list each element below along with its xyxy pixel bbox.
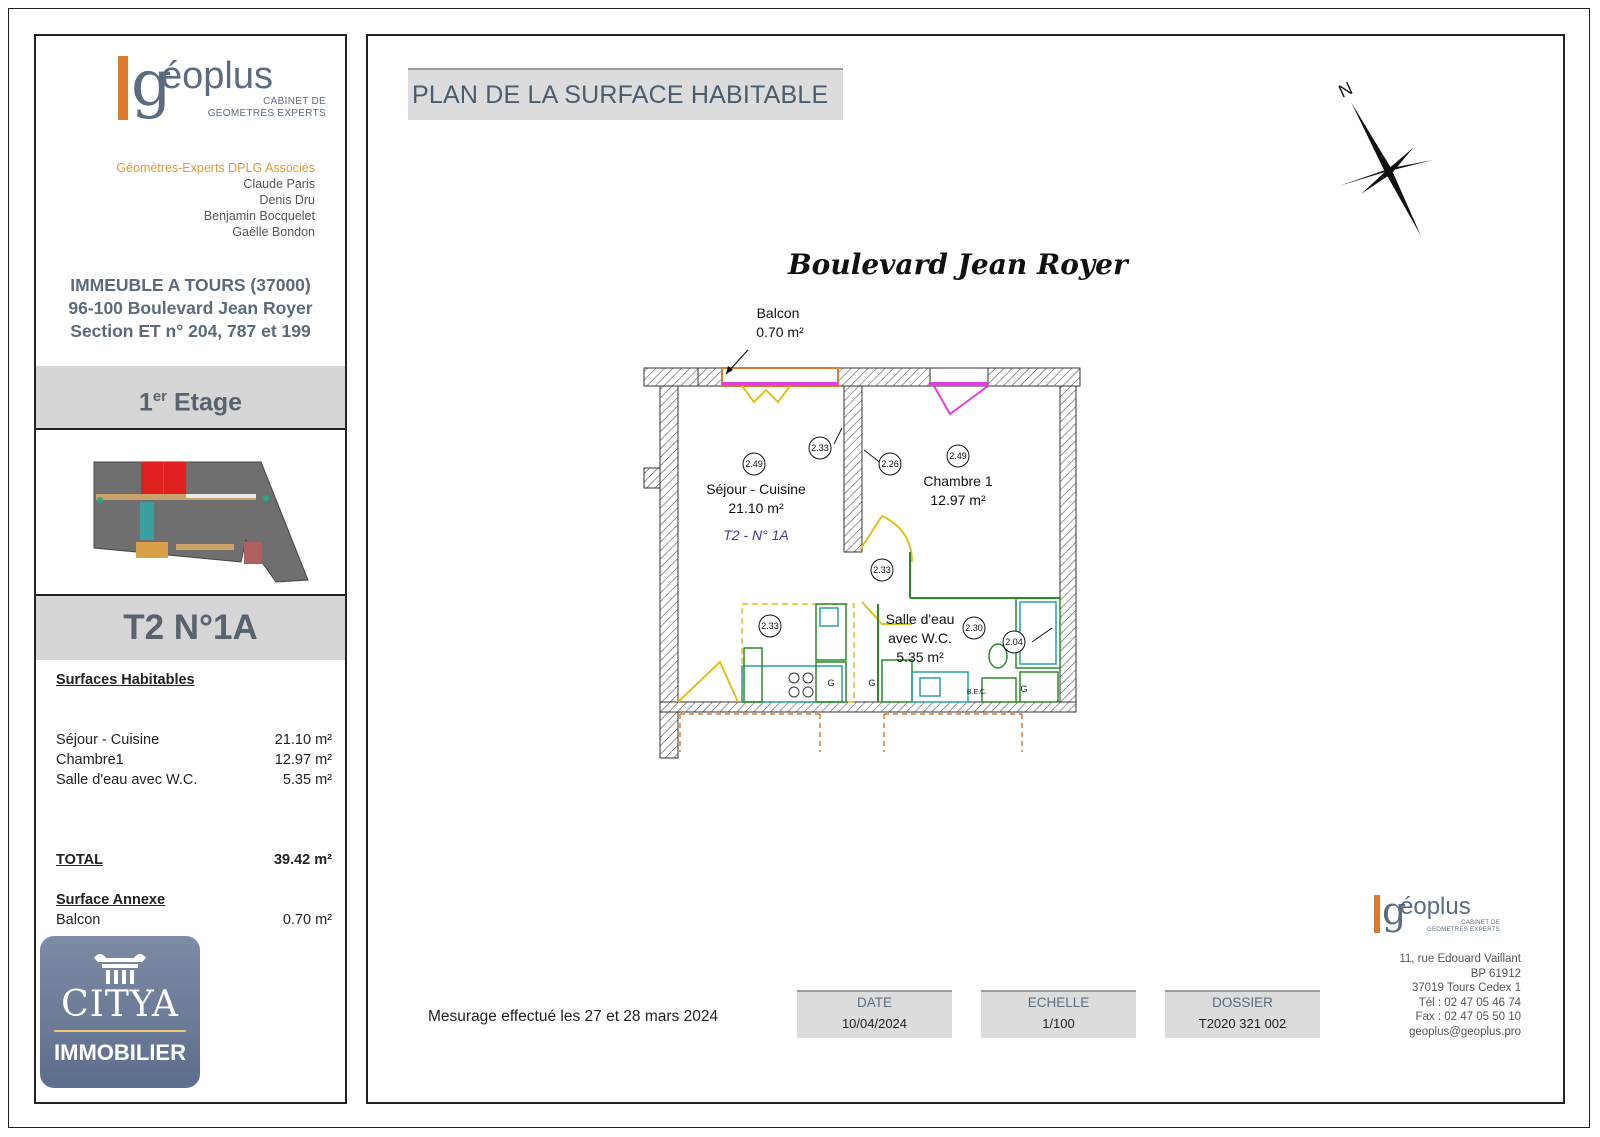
fixture-tag: G bbox=[827, 678, 835, 688]
footer-geoplus-logo: g éoplus CABINET DE GEOMETRES EXPERTS bbox=[1374, 892, 1500, 936]
surface-row: Chambre1 12.97 m² bbox=[56, 752, 332, 768]
height-marker: 2.26 bbox=[881, 459, 899, 469]
street-name: Boulevard Jean Royer bbox=[788, 248, 1128, 281]
fixture-tags bbox=[827, 678, 1027, 696]
info-sidebar bbox=[34, 34, 347, 1104]
height-marker: 2.04 bbox=[1005, 637, 1023, 647]
citya-sub: IMMOBILIER bbox=[54, 1040, 186, 1065]
plan-title: PLAN DE LA SURFACE HABITABLE bbox=[408, 68, 843, 120]
associate-name: Benjamin Bocquelet bbox=[203, 209, 315, 223]
associate-name: Claude Paris bbox=[243, 177, 315, 191]
surfaces-title: Surfaces Habitables bbox=[56, 672, 195, 688]
logo-subtitle-1: CABINET DE bbox=[263, 96, 326, 107]
citya-name: CITYA bbox=[61, 984, 179, 1025]
firm-email[interactable]: geoplus@geoplus.pro bbox=[1408, 1025, 1521, 1038]
fixture-tag: G bbox=[1020, 684, 1028, 694]
measurement-note: Mesurage effectué les 27 et 28 mars 2024 bbox=[428, 1008, 719, 1025]
floor-key-plan bbox=[36, 430, 345, 594]
geoplus-logo: g éoplus CABINET DE GEOMETRES EXPERTS bbox=[118, 52, 131, 120]
fixture-tag: G bbox=[868, 678, 876, 688]
svg-text:N: N bbox=[1335, 77, 1356, 102]
annexe-title: Surface Annexe bbox=[56, 892, 166, 908]
floor-plan bbox=[620, 302, 1090, 772]
floor-thumbnail bbox=[36, 428, 345, 596]
room-name: Chambre 1 bbox=[923, 473, 993, 489]
room-name: avec W.C. bbox=[888, 630, 952, 646]
associate-name: Denis Dru bbox=[259, 193, 315, 207]
floor-band: 1er Etage bbox=[36, 366, 345, 428]
citya-logo bbox=[40, 936, 200, 1088]
scale-box: ECHELLE 1/100 bbox=[981, 990, 1136, 1038]
compass-north-icon bbox=[1333, 74, 1453, 254]
surface-row: Séjour - Cuisine 21.10 m² bbox=[56, 732, 332, 748]
height-marker: 2.33 bbox=[761, 621, 779, 631]
balcon-area: 0.70 m² bbox=[756, 324, 804, 340]
column-capital-icon bbox=[90, 950, 150, 986]
room-name: Séjour - Cuisine bbox=[706, 481, 806, 497]
fixture-tag: B.E.C. bbox=[966, 689, 988, 696]
associate-name: Gaëlle Bondon bbox=[232, 225, 315, 239]
room-area: 5.35 m² bbox=[896, 649, 944, 665]
ceiling-heights bbox=[743, 437, 1025, 653]
date-box: DATE 10/04/2024 bbox=[797, 990, 952, 1038]
associates-list bbox=[116, 160, 315, 240]
logo-subtitle-2: GEOMETRES EXPERTS bbox=[207, 108, 326, 119]
room-name: Salle d'eau bbox=[885, 611, 955, 627]
unit-label: T2 N°1A bbox=[123, 608, 258, 647]
associates-lead: Géomètres-Experts DPLG Associés bbox=[116, 161, 315, 175]
room-area: 12.97 m² bbox=[930, 492, 986, 508]
surface-row: Salle d'eau avec W.C. 5.35 m² bbox=[56, 772, 332, 788]
annexe-row: Balcon 0.70 m² bbox=[56, 912, 332, 928]
surface-total: TOTAL 39.42 m² bbox=[56, 852, 332, 868]
logo-name: éoplus bbox=[161, 55, 273, 97]
balcon-label: Balcon bbox=[756, 305, 800, 321]
height-marker: 2.49 bbox=[745, 459, 763, 469]
height-marker: 2.49 bbox=[949, 451, 967, 461]
unit-band bbox=[36, 596, 345, 660]
height-marker: 2.30 bbox=[965, 623, 983, 633]
firm-address: 11, rue Edouard Vaillant BP 61912 37019 Tours Cedex 1 Tél : 02 47 05 46 74 Fax : 02 47 05 50 10 geoplus@geoplus.pro bbox=[1399, 953, 1521, 1038]
height-marker: 2.33 bbox=[873, 565, 891, 575]
walls bbox=[644, 368, 1080, 758]
file-box: DOSSIER T2020 321 002 bbox=[1165, 990, 1320, 1038]
height-marker: 2.33 bbox=[811, 443, 829, 453]
unit-tag: T2 - N° 1A bbox=[723, 527, 789, 543]
plan-panel bbox=[366, 34, 1565, 1104]
room-area: 21.10 m² bbox=[728, 500, 784, 516]
building-info: IMMEUBLE A TOURS (37000) 96-100 Boulevard Jean Royer Section ET n° 204, 787 et 199 bbox=[68, 275, 313, 341]
